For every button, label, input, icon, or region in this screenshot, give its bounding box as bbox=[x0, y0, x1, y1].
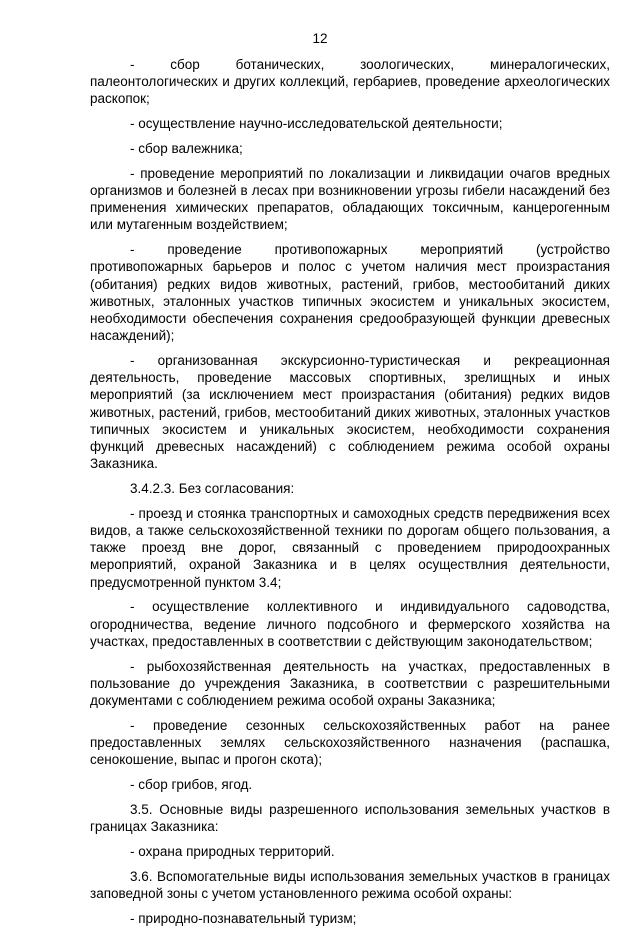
paragraph: - рыбохозяйственная деятельность на участках, предоставленных в пользование до учреждения Заказника, в соответствии с разрешительными документами с соблюдением режима особой охраны Заказника; bbox=[90, 658, 610, 709]
paragraph: - проезд и стоянка транспортных и самоходных средств передвижения всех видов, а также сельскохозяйственной техники по дорогам общего пользования, а также проезд вне дорог, связанный с проведением природоохранных мероприятий, охраной Заказника и в целях осуществлния деятельности, предусмотренной пунктом 3.4; bbox=[90, 505, 610, 590]
paragraph: - сбор валежника; bbox=[130, 141, 243, 156]
paragraph: - сбор ботанических, зоологических, минералогических, палеонтологических и других коллекций, гербариев, проведение археологических раскопок; bbox=[90, 57, 610, 107]
section-heading: 3.6. Вспомогательные виды использования земельных участков в границах заповедной зоны с учетом установленного режима особой охраны: bbox=[90, 868, 610, 901]
paragraph: - организованная экскурсионно-туристическая и рекреационная деятельность, проведение массовых спортивных, зрелищных и иных мероприятий (за исключением мест произрастания (обитания) редких видов животных, растений, грибов, местообитаний диких животных, эталонных участков типичных экосистем и уникальных экосистем, необходимости сохранения функций древесных насаждений) с соблюдением режима особой охраны Заказника. bbox=[90, 353, 610, 472]
paragraph: - охрана природных территорий. bbox=[130, 843, 335, 859]
document-body bbox=[90, 56, 610, 927]
paragraph: - природно-познавательный туризм; bbox=[130, 910, 357, 926]
paragraph: - осуществление научно-исследовательской деятельности; bbox=[130, 116, 503, 132]
paragraph: - сбор грибов, ягод. bbox=[130, 777, 253, 793]
paragraph: - проведение мероприятий по локализации и ликвидации очагов вредных организмов и болезней в лесах при возникновении угрозы гибели насаждений без применения химических препаратов, обладающих токсичным, канцерогенным или мутагенным воздействием; bbox=[90, 165, 610, 233]
section-heading: 3.4.2.3. Без согласования: bbox=[130, 481, 295, 497]
page-number: 12 bbox=[312, 31, 328, 46]
paragraph: - осуществление коллективного и индивидуального садоводства, огородничества, ведение личного подсобного и фермерского хозяйства на участках, предоставленных в соответствии с действующим законодательством; bbox=[90, 599, 610, 649]
paragraph: - проведение сезонных сельскохозяйственных работ на ранее предоставленных землях сельскохозяйственного назначения (распашка, сенокошение, выпас и прогон скота); bbox=[90, 717, 610, 768]
section-heading: 3.5. Основные виды разрешенного использования земельных участков в границах Заказника: bbox=[90, 801, 610, 835]
paragraph: - проведение противопожарных мероприятий (устройство противопожарных барьеров и полос с учетом наличия мест произрастания (обитания) редких видов животных, растений, грибов, местообитаний диких животных, эталонных участков типичных экосистем и уникальных экосистем, необходимости обеспечения сохранения средообразующей функции древесных насаждений); bbox=[90, 242, 610, 344]
